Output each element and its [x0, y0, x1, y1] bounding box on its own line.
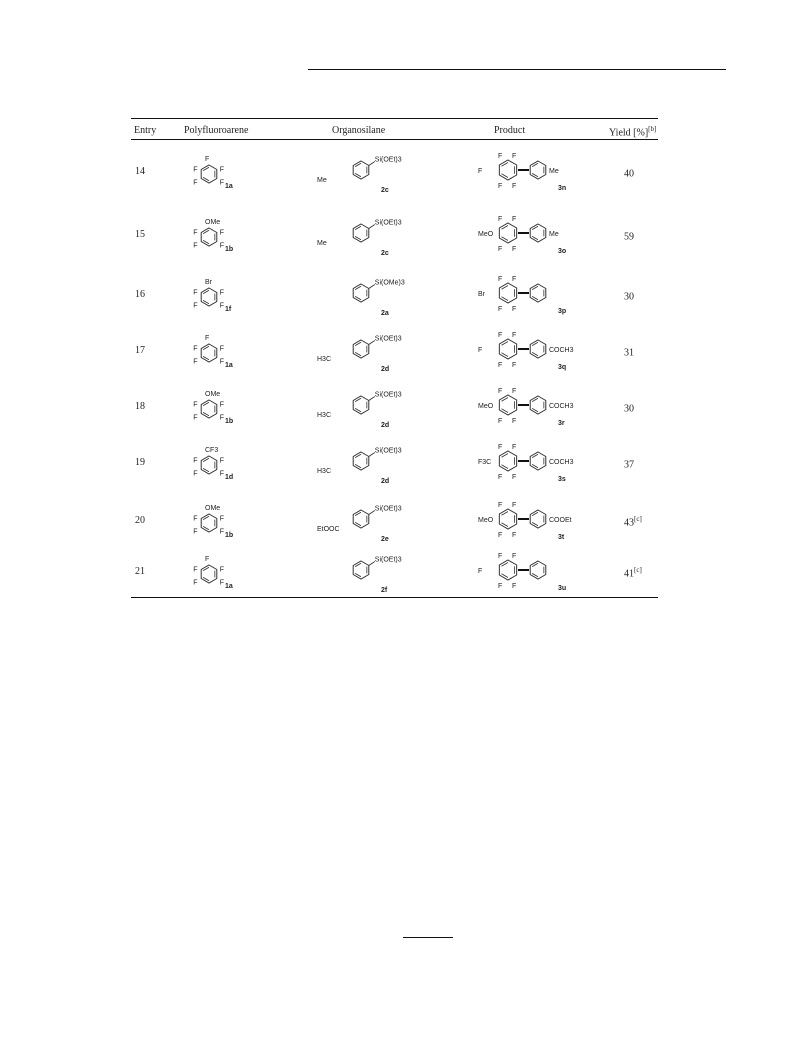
polyfluoroarene-structure	[181, 144, 261, 200]
fluorine-label: F	[219, 579, 225, 587]
yield-value: 43	[624, 517, 634, 529]
product-tail-group: COOEt	[549, 517, 572, 524]
product-tail-group: COCH3	[549, 459, 574, 466]
product-structure	[466, 144, 616, 200]
yield-value: 59	[624, 231, 634, 243]
yield-cell	[624, 566, 642, 579]
arene-compound-label: 1f	[225, 306, 232, 313]
fluorine-label: F	[498, 183, 503, 190]
fluorine-label: F	[512, 183, 517, 190]
polyfluoroarene-structure	[181, 324, 261, 378]
fluorine-label: F	[219, 302, 225, 310]
product-tail-group: Me	[549, 231, 559, 238]
silane-group: Si(OEt)3	[374, 391, 402, 399]
arene-substituent: Br	[205, 279, 212, 286]
fluorine-label: F	[219, 566, 225, 574]
product-compound-label: 3u	[558, 585, 567, 592]
silane-substituent: H3C	[317, 468, 332, 475]
silane-group: Si(OEt)3	[374, 219, 402, 227]
fluorine-label: F	[193, 345, 198, 353]
yield-cell	[624, 457, 634, 470]
fluorine-label: F	[512, 276, 517, 283]
fluorine-label: F	[498, 216, 503, 223]
table-row	[131, 494, 658, 548]
product-fluoro-ring	[499, 451, 516, 471]
product-substituent: F	[478, 568, 483, 575]
fluorine-label: F	[219, 289, 225, 297]
fluorine-label: F	[512, 388, 517, 395]
fluorine-label: F	[219, 358, 225, 366]
fluorine-label: F	[512, 306, 517, 313]
organosilane-structure	[301, 494, 441, 548]
product-tail-group: Me	[549, 168, 559, 175]
product-structure	[466, 324, 616, 378]
arene-substituent: F	[205, 556, 210, 563]
fluorine-label: F	[193, 166, 198, 174]
arene-substituent: F	[205, 335, 210, 342]
product-structure	[466, 380, 616, 434]
fluorine-label: F	[512, 583, 517, 590]
fluorine-label: F	[512, 153, 517, 160]
arene-substituent: CF3	[205, 447, 219, 454]
fluorine-label: F	[512, 553, 517, 560]
silane-substituent: H3C	[317, 412, 332, 419]
product-fluoro-ring	[499, 509, 516, 529]
fluorine-label: F	[219, 528, 225, 536]
table-row	[131, 144, 658, 200]
fluorine-label: F	[219, 242, 225, 250]
fluorine-label: F	[498, 388, 503, 395]
product-fluoro-ring	[499, 395, 516, 415]
yield-value: 41	[624, 568, 634, 580]
product-fluoro-ring	[499, 339, 516, 359]
silane-group: Si(OMe)3	[374, 279, 405, 287]
organosilane-structure	[301, 206, 441, 264]
polyfluoroarene-structure	[181, 206, 261, 264]
yield-value: 31	[624, 347, 634, 359]
table-row	[131, 268, 658, 322]
fluorine-label: F	[193, 579, 198, 587]
yield-cell	[624, 401, 634, 414]
fluorine-label: F	[498, 306, 503, 313]
entry-cell: 19	[135, 457, 145, 468]
table-row	[131, 550, 658, 594]
fluorine-label: F	[193, 515, 198, 523]
silane-compound-label: 2c	[381, 187, 389, 194]
fluorine-label: F	[193, 470, 198, 478]
arene-substituent: OMe	[205, 219, 221, 226]
arene-compound-label: 1a	[225, 362, 233, 369]
product-structure	[466, 268, 616, 322]
fluorine-label: F	[498, 332, 503, 339]
header-entry: Entry	[134, 125, 157, 136]
header-polyfluoroarene: Polyfluoroarene	[184, 125, 249, 136]
fluorine-label: F	[193, 358, 198, 366]
arene-compound-label: 1b	[225, 532, 234, 539]
yield-cell	[624, 229, 634, 242]
entry-cell: 18	[135, 401, 145, 412]
silane-substituent: H3C	[317, 356, 332, 363]
arene-compound-label: 1b	[225, 246, 234, 253]
fluorine-label: F	[498, 532, 503, 539]
organosilane-structure	[301, 144, 441, 200]
fluorine-label: F	[512, 418, 517, 425]
fluorine-label: F	[193, 302, 198, 310]
fluorine-label: F	[498, 583, 503, 590]
organosilane-structure	[301, 380, 441, 434]
product-fluoro-ring	[499, 283, 516, 303]
entry-cell: 21	[135, 566, 145, 577]
fluorine-label: F	[193, 242, 198, 250]
arene-substituent: OMe	[205, 391, 221, 398]
product-substituent: MeO	[478, 517, 494, 524]
polyfluoroarene-structure	[181, 550, 261, 594]
fluorine-label: F	[219, 229, 225, 237]
fluorine-label: F	[193, 289, 198, 297]
silane-compound-label: 2d	[381, 366, 390, 373]
yield-cell	[624, 345, 634, 358]
product-substituent: F3C	[478, 459, 492, 466]
organosilane-structure	[301, 550, 441, 594]
header-yield-note: [b]	[648, 125, 657, 133]
product-tail-group: COCH3	[549, 403, 574, 410]
product-substituent: MeO	[478, 403, 494, 410]
silane-group: Si(OEt)3	[374, 505, 402, 513]
polyfluoroarene-structure	[181, 268, 261, 322]
silane-substituent: Me	[317, 240, 327, 247]
product-fluoro-ring	[499, 223, 516, 243]
fluorine-label: F	[219, 470, 225, 478]
fluorine-label: F	[512, 362, 517, 369]
fluorine-label: F	[219, 457, 225, 465]
arene-compound-label: 1b	[225, 418, 234, 425]
product-substituent: F	[478, 168, 483, 175]
silane-compound-label: 2e	[381, 536, 389, 543]
polyfluoroarene-structure	[181, 380, 261, 434]
fluorine-label: F	[193, 457, 198, 465]
arene-substituent: OMe	[205, 505, 221, 512]
product-substituent: MeO	[478, 231, 494, 238]
header-yield	[609, 125, 656, 138]
organosilane-structure	[301, 324, 441, 378]
header-yield-label: Yield [%]	[609, 127, 649, 139]
yield-cell	[624, 166, 634, 179]
fluorine-label: F	[219, 179, 225, 187]
product-fluoro-ring	[499, 160, 516, 180]
fluorine-label: F	[498, 153, 503, 160]
table-bottom-rule	[131, 597, 658, 598]
yield-cell	[624, 515, 642, 528]
yield-value: 40	[624, 168, 634, 180]
silane-compound-label: 2a	[381, 310, 389, 317]
silane-substituent: EtOOC	[317, 526, 340, 533]
fluorine-label: F	[498, 418, 503, 425]
table-top-rule	[131, 118, 658, 119]
yield-value: 30	[624, 403, 634, 415]
organosilane-structure	[301, 268, 441, 322]
fluorine-label: F	[512, 444, 517, 451]
yield-cell	[624, 289, 634, 302]
fluorine-label: F	[193, 401, 198, 409]
entry-cell: 16	[135, 289, 145, 300]
product-compound-label: 3o	[558, 248, 567, 255]
product-compound-label: 3t	[558, 534, 565, 541]
fluorine-label: F	[219, 414, 225, 422]
arene-compound-label: 1d	[225, 474, 234, 481]
product-tail-group: COCH3	[549, 347, 574, 354]
fluorine-label: F	[512, 332, 517, 339]
arene-compound-label: 1a	[225, 183, 233, 190]
table-header-rule	[131, 139, 658, 140]
results-table	[131, 118, 658, 598]
product-substituent: F	[478, 347, 483, 354]
organosilane-structure	[301, 436, 441, 490]
fluorine-label: F	[498, 502, 503, 509]
fluorine-label: F	[219, 401, 225, 409]
product-structure	[466, 550, 616, 594]
fluorine-label: F	[219, 345, 225, 353]
fluorine-label: F	[498, 474, 503, 481]
silane-substituent: Me	[317, 177, 327, 184]
product-compound-label: 3r	[558, 420, 565, 427]
fluorine-label: F	[193, 229, 198, 237]
entry-cell: 14	[135, 166, 145, 177]
arene-substituent: F	[205, 156, 210, 163]
product-substituent: Br	[478, 291, 485, 298]
silane-group: Si(OEt)3	[374, 335, 402, 343]
fluorine-label: F	[498, 246, 503, 253]
product-compound-label: 3s	[558, 476, 566, 483]
product-structure	[466, 494, 616, 548]
silane-group: Si(OEt)3	[374, 556, 402, 564]
fluorine-label: F	[512, 216, 517, 223]
silane-compound-label: 2d	[381, 422, 390, 429]
fluorine-label: F	[193, 566, 198, 574]
fluorine-label: F	[512, 474, 517, 481]
silane-compound-label: 2f	[381, 587, 388, 594]
yield-note: [c]	[634, 566, 642, 574]
silane-group: Si(OEt)3	[374, 156, 402, 164]
table-row	[131, 206, 658, 264]
silane-group: Si(OEt)3	[374, 447, 402, 455]
fluorine-label: F	[193, 179, 198, 187]
product-fluoro-ring	[499, 560, 516, 580]
table-row	[131, 436, 658, 490]
product-compound-label: 3n	[558, 185, 567, 192]
polyfluoroarene-structure	[181, 436, 261, 490]
fluorine-label: F	[498, 362, 503, 369]
fluorine-label: F	[498, 444, 503, 451]
fluorine-label: F	[219, 515, 225, 523]
header-organosilane: Organosilane	[332, 125, 386, 136]
fluorine-label: F	[193, 414, 198, 422]
header-product: Product	[494, 125, 526, 136]
table-row	[131, 380, 658, 434]
product-structure	[466, 436, 616, 490]
fluorine-label: F	[193, 528, 198, 536]
silane-compound-label: 2d	[381, 478, 390, 485]
top-rule	[308, 69, 726, 70]
yield-note: [c]	[634, 515, 642, 523]
footer-rule	[403, 937, 453, 938]
table-row	[131, 324, 658, 378]
entry-cell: 15	[135, 229, 145, 240]
entry-cell: 17	[135, 345, 145, 356]
fluorine-label: F	[512, 246, 517, 253]
yield-value: 37	[624, 459, 634, 471]
fluorine-label: F	[498, 276, 503, 283]
silane-compound-label: 2c	[381, 250, 389, 257]
product-structure	[466, 206, 616, 264]
product-compound-label: 3q	[558, 364, 567, 371]
fluorine-label: F	[512, 532, 517, 539]
fluorine-label: F	[219, 166, 225, 174]
fluorine-label: F	[498, 553, 503, 560]
arene-compound-label: 1a	[225, 583, 233, 590]
fluorine-label: F	[512, 502, 517, 509]
product-compound-label: 3p	[558, 308, 567, 315]
yield-value: 30	[624, 291, 634, 303]
polyfluoroarene-structure	[181, 494, 261, 548]
entry-cell: 20	[135, 515, 145, 526]
